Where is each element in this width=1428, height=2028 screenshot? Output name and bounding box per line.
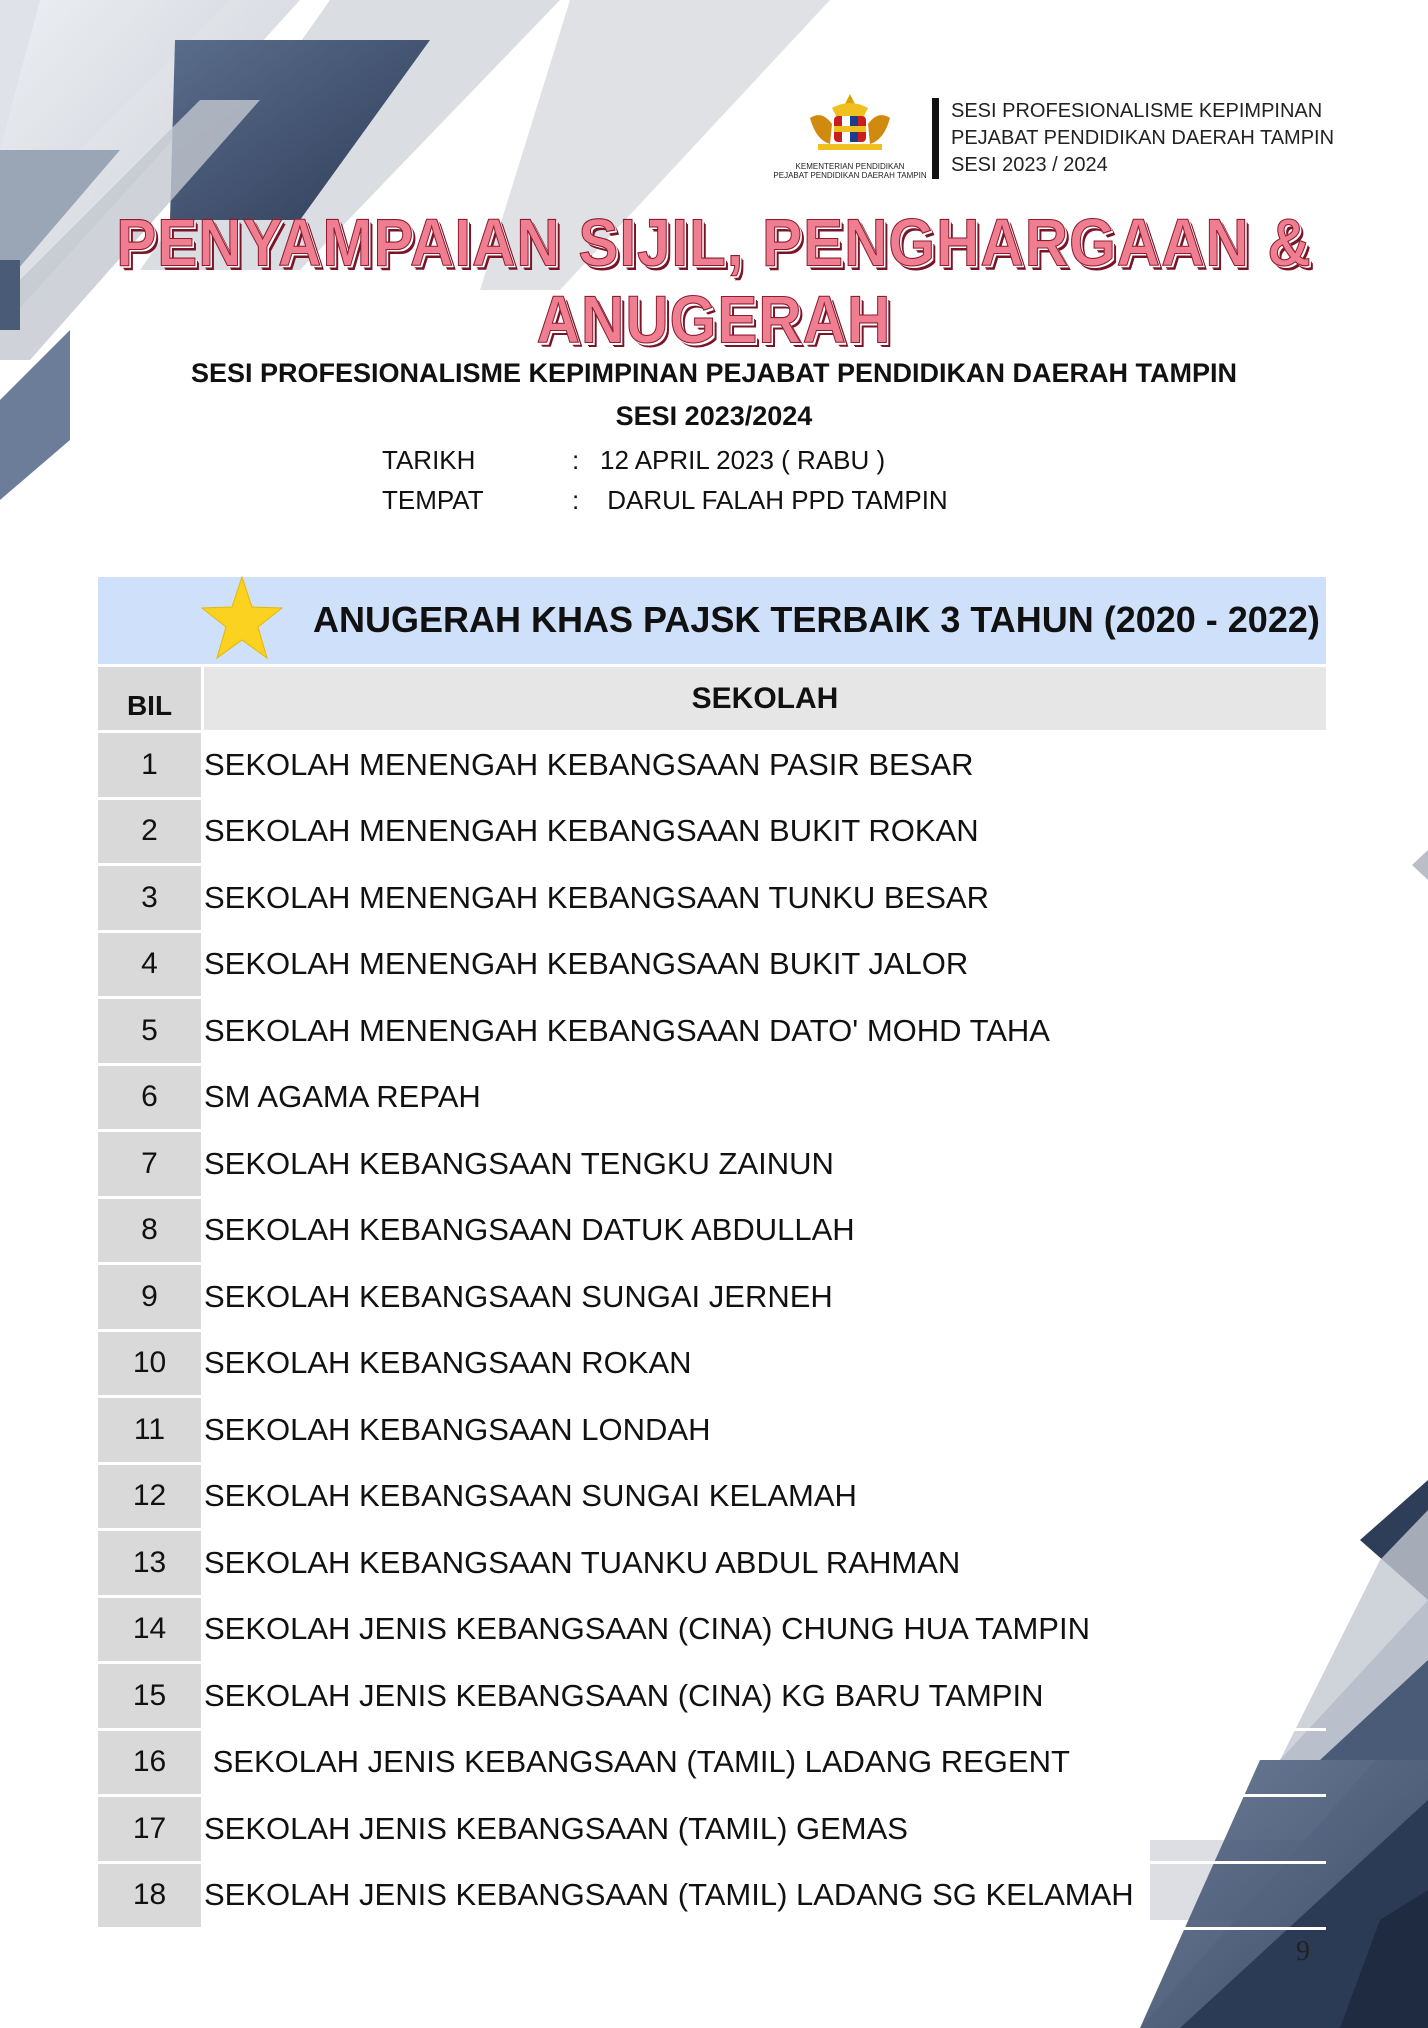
place-value: DARUL FALAH PPD TAMPIN — [600, 485, 948, 515]
table-row — [98, 733, 1326, 800]
row-number: 15 — [98, 1664, 201, 1728]
award-header-bar — [98, 577, 1326, 667]
school-name: SM AGAMA REPAH — [204, 1079, 481, 1115]
table-row — [98, 1797, 1326, 1864]
session-line: SESI 2023 / 2024 — [951, 154, 1108, 176]
school-name: SEKOLAH JENIS KEBANGSAAN (CINA) KG BARU TAMPIN — [204, 1677, 1044, 1713]
table-row — [98, 1731, 1326, 1798]
row-number: 16 — [98, 1731, 201, 1795]
school-name: SEKOLAH KEBANGSAAN SUNGAI KELAMAH — [204, 1478, 857, 1514]
session-label-box — [932, 98, 1334, 179]
school-name: SEKOLAH MENENGAH KEBANGSAAN BUKIT JALOR — [204, 946, 969, 982]
place-row — [382, 480, 948, 520]
table-row — [98, 1598, 1326, 1665]
school-name: SEKOLAH KEBANGSAAN TUANKU ABDUL RAHMAN — [204, 1544, 961, 1580]
colon: : — [572, 485, 580, 515]
subtitle — [0, 352, 1428, 438]
row-number: 11 — [98, 1398, 201, 1462]
table-row — [98, 866, 1326, 933]
school-name: SEKOLAH KEBANGSAAN SUNGAI JERNEH — [204, 1278, 833, 1314]
row-number: 6 — [98, 1066, 201, 1130]
row-number: 10 — [98, 1332, 201, 1396]
date-value: 12 APRIL 2023 ( RABU ) — [600, 445, 886, 475]
event-details — [382, 440, 948, 520]
row-number: 17 — [98, 1797, 201, 1861]
table-row — [98, 1066, 1326, 1133]
school-name: SEKOLAH JENIS KEBANGSAAN (TAMIL) GEMAS — [204, 1810, 908, 1846]
table-row — [98, 1199, 1326, 1266]
session-line: SESI PROFESIONALISME KEPIMPINAN — [951, 100, 1323, 122]
school-name: SEKOLAH MENENGAH KEBANGSAAN PASIR BESAR — [204, 746, 974, 782]
page-banner-title: PENYAMPAIAN SIJIL, PENGHARGAAN & ANUGERAH — [116, 204, 1312, 358]
school-name: SEKOLAH KEBANGSAAN DATUK ABDULLAH — [204, 1212, 855, 1248]
row-number: 2 — [98, 800, 201, 864]
date-label: TARIKH — [382, 445, 476, 475]
place-label: TEMPAT — [382, 485, 484, 515]
row-number: 3 — [98, 866, 201, 930]
row-number: 18 — [98, 1864, 201, 1928]
school-name: SEKOLAH KEBANGSAAN LONDAH — [204, 1411, 711, 1447]
award-title: ANUGERAH KHAS PAJSK TERBAIK 3 TAHUN (2020 - 2022) — [313, 599, 1320, 640]
star-icon — [200, 575, 284, 661]
page-number: 9 — [1296, 1936, 1310, 1967]
row-number: 7 — [98, 1132, 201, 1196]
school-name: SEKOLAH JENIS KEBANGSAAN (CINA) CHUNG HUA TAMPIN — [204, 1611, 1090, 1647]
crest-caption: KEMENTERIAN PENDIDIKAN PEJABAT PENDIDIKAN DAERAH TAMPIN — [773, 162, 927, 180]
table-row — [98, 800, 1326, 867]
row-number: 12 — [98, 1465, 201, 1529]
table-row — [98, 1664, 1326, 1731]
table-row — [98, 1398, 1326, 1465]
ministry-crest — [770, 92, 930, 182]
school-name: SEKOLAH MENENGAH KEBANGSAAN BUKIT ROKAN — [204, 813, 979, 849]
column-header-bil: BIL — [98, 667, 201, 730]
table-header — [98, 667, 1326, 733]
table-body — [98, 733, 1326, 1930]
row-number: 14 — [98, 1598, 201, 1662]
subtitle-line: SESI PROFESIONALISME KEPIMPINAN PEJABAT PENDIDIKAN DAERAH TAMPIN — [190, 358, 1238, 388]
school-name: SEKOLAH MENENGAH KEBANGSAAN DATO' MOHD TAHA — [204, 1012, 1050, 1048]
subtitle-line: SESI 2023/2024 — [615, 401, 813, 431]
school-name: SEKOLAH KEBANGSAAN TENGKU ZAINUN — [204, 1145, 834, 1181]
session-line: PEJABAT PENDIDIKAN DAERAH TAMPIN — [951, 127, 1335, 149]
row-number: 9 — [98, 1265, 201, 1329]
row-number: 4 — [98, 933, 201, 997]
table-row — [98, 999, 1326, 1066]
school-name: SEKOLAH JENIS KEBANGSAAN (TAMIL) LADANG REGENT — [204, 1744, 1070, 1780]
date-row — [382, 440, 948, 480]
table-row — [98, 1864, 1326, 1931]
award-table — [98, 577, 1326, 1930]
table-row — [98, 933, 1326, 1000]
table-row — [98, 1332, 1326, 1399]
row-number: 1 — [98, 733, 201, 797]
table-row — [98, 1465, 1326, 1532]
colon: : — [572, 445, 580, 475]
row-number: 13 — [98, 1531, 201, 1595]
table-row — [98, 1132, 1326, 1199]
column-header-school: SEKOLAH — [204, 667, 1326, 730]
school-name: SEKOLAH KEBANGSAAN ROKAN — [204, 1345, 692, 1381]
table-row — [98, 1531, 1326, 1598]
school-name: SEKOLAH JENIS KEBANGSAAN (TAMIL) LADANG SG KELAMAH — [204, 1877, 1134, 1913]
row-number: 5 — [98, 999, 201, 1063]
table-row — [98, 1265, 1326, 1332]
coat-of-arms-icon — [770, 92, 930, 162]
row-number: 8 — [98, 1199, 201, 1263]
school-name: SEKOLAH MENENGAH KEBANGSAAN TUNKU BESAR — [204, 879, 989, 915]
